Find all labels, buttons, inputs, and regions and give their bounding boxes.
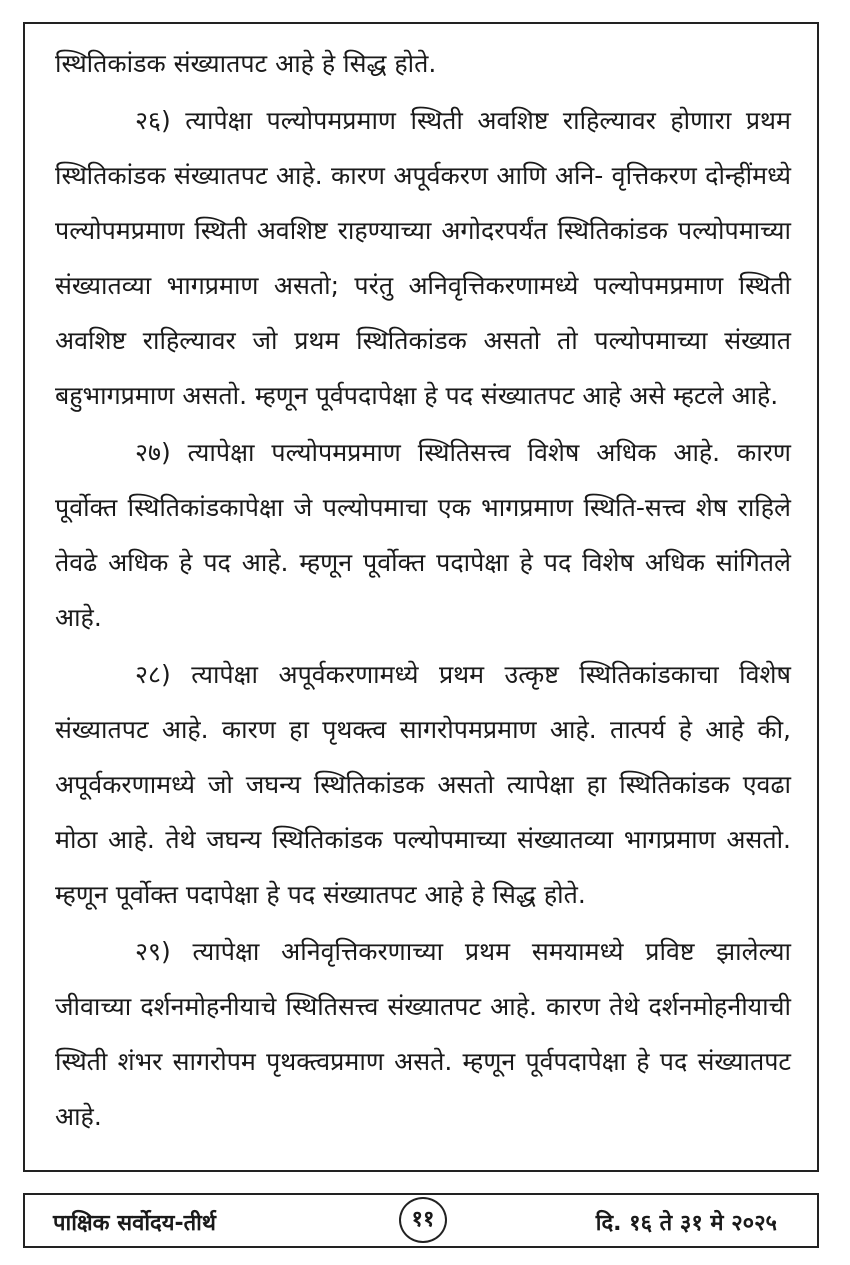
page-content-frame [23, 22, 819, 1172]
paragraph-27: २७) त्यापेक्षा पल्योपमप्रमाण स्थितिसत्त्व विशेष अधिक आहे. कारण पूर्वोक्त स्थितिकांडकापेक्षा जे पल्योपमाचा एक भागप्रमाण स्थिति-सत्त्व शेष राहिले तेवढे अधिक हे पद आहे. म्हणून पूर्वोक्त पदापेक्षा हे पद विशेष अधिक सांगितले आहे. [55, 438, 791, 632]
paragraph-continuation: स्थितिकांडक संख्यातपट आहे हे सिद्ध होते. [55, 49, 437, 78]
page-number: ११ [399, 1197, 447, 1243]
publication-name: पाक्षिक सर्वोदय-तीर्थ [53, 1211, 216, 1236]
issue-date: दि. १६ ते ३१ मे २०२५ [595, 1211, 777, 1236]
document-body [55, 36, 791, 1144]
paragraph-28: २८) त्यापेक्षा अपूर्वकरणामध्ये प्रथम उत्कृष्ट स्थितिकांडकाचा विशेष संख्यातपट आहे. कारण हा पृथक्त्व सागरोपमप्रमाण आहे. तात्पर्य हे आहे की, अपूर्वकरणामध्ये जो जघन्य स्थितिकांडक असतो त्यापेक्षा हा स्थितिकांडक एवढा मोठा आहे. तेथे जघन्य स्थितिकांडक पल्योपमाच्या संख्यातव्या भागप्रमाण असतो. म्हणून पूर्वोक्त पदापेक्षा हे पद संख्यातपट आहे हे सिद्ध होते. [55, 660, 791, 909]
paragraph-26: २६) त्यापेक्षा पल्योपमप्रमाण स्थिती अवशिष्ट राहिल्यावर होणारा प्रथम स्थितिकांडक संख्यातपट आहे. कारण अपूर्वकरण आणि अनि- वृत्तिकरण दोन्हींमध्ये पल्योपमप्रमाण स्थिती अवशिष्ट राहण्याच्या अगोदरपर्यंत स्थितिकांडक पल्योपमाच्या संख्यातव्या भागप्रमाण असतो; परंतु अनिवृत्तिकरणामध्ये पल्योपमप्रमाण स्थिती अवशिष्ट राहिल्यावर जो प्रथम स्थितिकांडक असतो तो पल्योपमाच्या संख्यात बहुभागप्रमाण असतो. म्हणून पूर्वपदापेक्षा हे पद संख्यातपट आहे असे म्हटले आहे. [55, 106, 791, 410]
paragraph-29: २९) त्यापेक्षा अनिवृत्तिकरणाच्या प्रथम समयामध्ये प्रविष्ट झालेल्या जीवाच्या दर्शनमोहनीयाचे स्थितिसत्त्व संख्यातपट आहे. कारण तेथे दर्शनमोहनीयाची स्थिती शंभर सागरोपम पृथक्त्वप्रमाण असते. म्हणून पूर्वपदापेक्षा हे पद संख्यातपट आहे. [55, 937, 791, 1131]
page-footer [23, 1193, 819, 1248]
